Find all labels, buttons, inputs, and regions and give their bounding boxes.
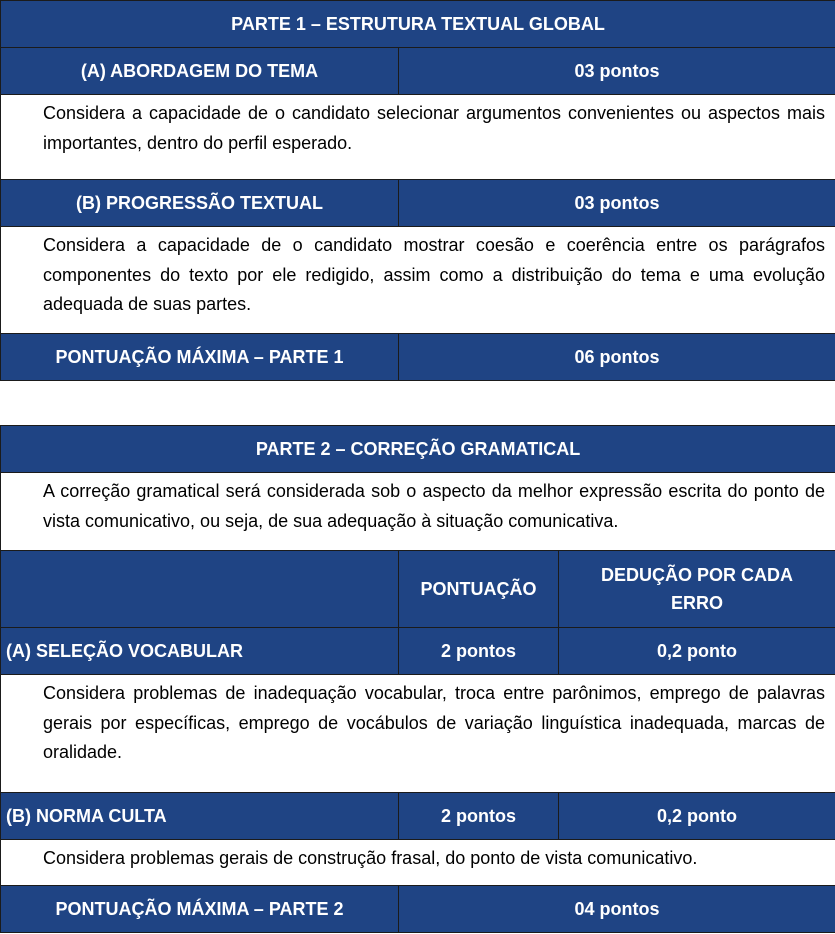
parte2-b-points: 2 pontos bbox=[399, 793, 559, 840]
parte2-a-description: Considera problemas de inadequação vocabular, troca entre parônimos, emprego de palavras gerais por específicas, emprego de vocábulos de variação linguística inadequada, marcas de oralidade. bbox=[1, 675, 835, 793]
parte1-a-label: (A) ABORDAGEM DO TEMA bbox=[1, 48, 399, 95]
parte1-b-description: Considera a capacidade de o candidato mostrar coesão e coerência entre os parágrafos componentes do texto por ele redigido, assim como a distribuição do tema e uma evolução adequada de suas partes. bbox=[1, 227, 835, 334]
parte2-max-label: PONTUAÇÃO MÁXIMA – PARTE 2 bbox=[1, 886, 399, 933]
parte2-a-deduction: 0,2 ponto bbox=[559, 628, 835, 675]
col-deducao-line1: DEDUÇÃO POR CADA bbox=[601, 565, 794, 585]
parte2-b-description: Considera problemas gerais de construção frasal, do ponto de vista comunicativo. bbox=[1, 840, 835, 886]
parte2-a-label: (A) SELEÇÃO VOCABULAR bbox=[1, 628, 399, 675]
parte1-b-label: (B) PROGRESSÃO TEXTUAL bbox=[1, 180, 399, 227]
col-deducao-line2: ERRO bbox=[671, 593, 724, 613]
col-pontuacao-header: PONTUAÇÃO bbox=[399, 551, 559, 628]
parte2-table bbox=[0, 425, 835, 933]
parte1-a-description: Considera a capacidade de o candidato selecionar argumentos convenientes ou aspectos mais importantes, dentro do perfil esperado. bbox=[1, 95, 835, 180]
parte1-max-label: PONTUAÇÃO MÁXIMA – PARTE 1 bbox=[1, 334, 399, 381]
parte2-intro: A correção gramatical será considerada sob o aspecto da melhor expressão escrita do ponto de vista comunicativo, ou seja, de sua adequação à situação comunicativa. bbox=[1, 473, 835, 551]
parte2-b-label: (B) NORMA CULTA bbox=[1, 793, 399, 840]
parte1-table bbox=[0, 0, 835, 381]
parte1-title: PARTE 1 – ESTRUTURA TEXTUAL GLOBAL bbox=[1, 1, 835, 48]
parte2-header-empty bbox=[1, 551, 399, 628]
parte2-a-points: 2 pontos bbox=[399, 628, 559, 675]
parte2-max-points: 04 pontos bbox=[399, 886, 835, 933]
parte2-b-deduction: 0,2 ponto bbox=[559, 793, 835, 840]
col-deducao-header bbox=[559, 551, 835, 628]
parte2-title: PARTE 2 – CORREÇÃO GRAMATICAL bbox=[1, 426, 835, 473]
parte1-b-points: 03 pontos bbox=[399, 180, 835, 227]
parte1-a-points: 03 pontos bbox=[399, 48, 835, 95]
parte1-max-points: 06 pontos bbox=[399, 334, 835, 381]
